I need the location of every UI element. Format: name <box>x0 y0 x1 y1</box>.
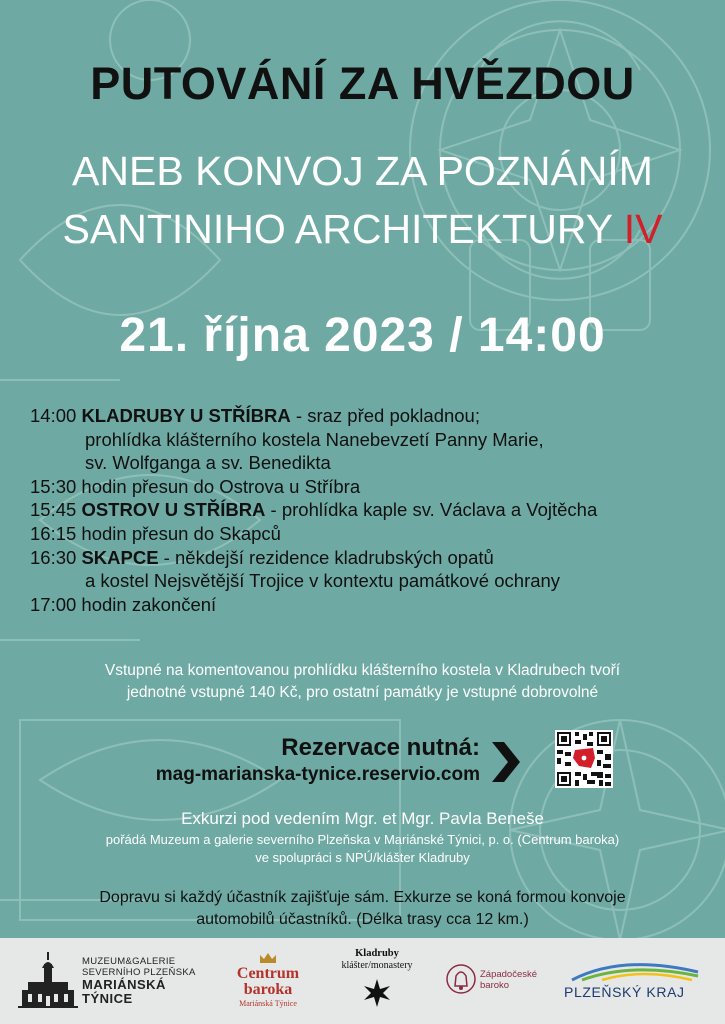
museum-logo-line-3: MARIÁNSKÁ <box>82 977 166 992</box>
zapad-logo-line-1: Západočeské <box>480 969 538 980</box>
schedule-text: hodin přesun do Ostrova u Stříbra <box>76 475 361 497</box>
museum-logo-line-2: SEVERNÍHO PLZEŇSKA <box>82 967 196 978</box>
schedule-place: KLADRUBY U STŘÍBRA <box>81 405 291 426</box>
plzensky-kraj-text: PLZEŇSKÝ KRAJ <box>564 984 685 1000</box>
zapad-logo-text <box>480 969 537 991</box>
qr-code-icon[interactable] <box>555 730 613 788</box>
schedule-continuation: sv. Wolfganga a sv. Benedikta <box>85 452 331 474</box>
schedule-row <box>30 546 710 570</box>
kladruby-logo-line-1: Kladruby <box>355 948 399 959</box>
crown-icon <box>259 952 277 964</box>
schedule-continuation: a kostel Nejsvětější Trojice v kontextu památkové ochrany <box>85 570 561 592</box>
centrum-logo-line-3: Mariánská Týnice <box>239 999 297 1008</box>
admission-note <box>0 660 725 704</box>
schedule-time: 16:15 <box>30 522 77 544</box>
centrum-logo-line-1: Centrum <box>236 965 300 982</box>
guide-block <box>0 807 725 867</box>
schedule-place: SKAPCE <box>81 546 159 568</box>
schedule-time: 17:00 <box>30 593 77 615</box>
admission-note-line-1: Vstupné na komentovanou prohlídku klášterního kostela v Kladrubech tvoří <box>104 662 621 679</box>
schedule-text: - někdejší rezidence kladrubských opatů <box>158 546 494 568</box>
centrum-logo-line-2: baroka <box>243 981 293 998</box>
guide-main: Exkurzi pod vedením Mgr. et Mgr. Pavla Beneše <box>181 809 544 828</box>
centrum-baroka-logo <box>228 950 308 1014</box>
schedule-row <box>30 593 710 617</box>
zapad-logo-line-2: baroko <box>480 980 510 991</box>
reservation-link[interactable]: mag-marianska-tynice.reservio.com <box>155 764 480 785</box>
schedule-time: 14:00 <box>30 405 77 426</box>
schedule <box>30 404 710 616</box>
schedule-text: - sraz před pokladnou; <box>290 405 480 426</box>
schedule-row <box>30 522 710 546</box>
schedule-text: hodin přesun do Skapců <box>76 522 281 544</box>
schedule-row <box>30 475 710 499</box>
kladruby-logo-line-2: klášter/monastery <box>341 960 413 971</box>
logo-footer <box>0 938 725 1024</box>
schedule-text: - prohlídka kaple sv. Václava a Vojtěcha <box>265 499 598 521</box>
transport-line-1: Dopravu si každý účastník zajišťuje sám. Exkurze se koná formou konvoje <box>99 889 626 906</box>
reservation-title: Rezervace nutná: <box>281 734 480 761</box>
schedule-row <box>30 404 710 428</box>
schedule-time: 15:30 <box>30 475 77 497</box>
kladruby-logo <box>332 948 422 1018</box>
star-icon <box>362 978 392 1008</box>
schedule-place: OSTROV U STŘÍBRA <box>81 499 266 521</box>
guide-cooperation: ve spolupráci s NPÚ/klášter Kladruby <box>255 850 470 865</box>
schedule-row <box>30 498 710 522</box>
transport-note <box>0 887 725 931</box>
museum-logo-line-1: MUZEUM&GALERIE <box>82 956 176 967</box>
bell-icon <box>446 962 476 996</box>
event-date: 21. října 2023 / 14:00 <box>119 309 606 362</box>
chevron-right-icon <box>488 740 522 784</box>
museum-logo-line-4: TÝNICE <box>82 991 133 1006</box>
reservation-block <box>80 734 480 788</box>
admission-note-line-2: jednotné vstupné 140 Kč, pro ostatní památky je vstupné dobrovolné <box>126 684 599 701</box>
poster-title: PUTOVÁNÍ ZA HVĚZDOU <box>90 58 635 109</box>
church-icon <box>18 950 78 1012</box>
subtitle-roman-numeral: IV <box>623 206 663 252</box>
schedule-text: hodin zakončení <box>76 593 217 615</box>
museum-logo-text <box>82 956 196 1006</box>
transport-line-2: automobilů účastníků. (Délka trasy cca 12 km.) <box>196 911 529 928</box>
schedule-time: 16:30 <box>30 546 77 568</box>
swoosh-icon <box>562 958 702 982</box>
subtitle-line-2-text: SANTINIHO ARCHITEKTURY <box>62 206 613 252</box>
schedule-time: 15:45 <box>30 499 77 521</box>
subtitle-line-2 <box>0 206 725 253</box>
subtitle-line-1: ANEB KONVOJ ZA POZNÁNÍM <box>72 148 653 194</box>
guide-organizer: pořádá Muzeum a galerie severního Plzeňska v Mariánské Týnici, p. o. (Centrum baroka) <box>105 832 620 847</box>
zapadoceske-baroko-logo <box>446 962 546 1002</box>
plzensky-kraj-logo <box>562 958 702 1008</box>
museum-logo <box>18 950 198 1012</box>
schedule-continuation: prohlídka klášterního kostela Nanebevzetí Panny Marie, <box>85 428 544 450</box>
